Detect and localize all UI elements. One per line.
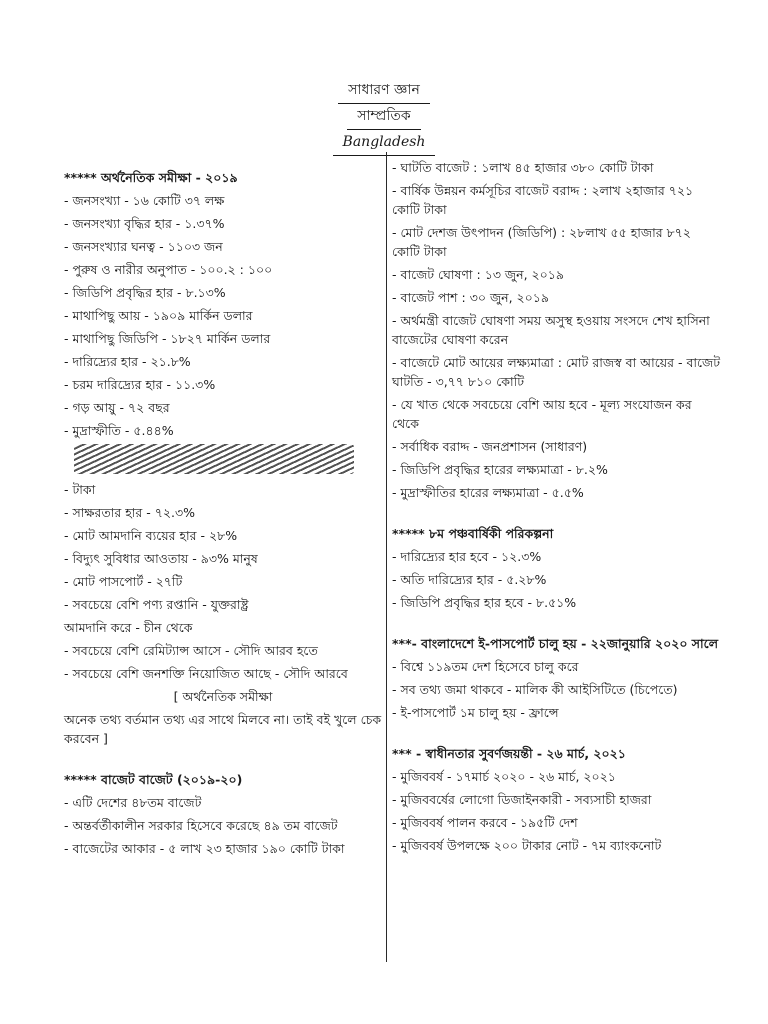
note-line: অনেক তথ্য বর্তমান তথ্য এর সাথে মিলবে না। তাই বই খুলে চেক করবেন ] — [64, 712, 382, 746]
column-divider — [386, 152, 387, 962]
note-line: - জনসংখ্যা বৃদ্ধির হার - ১.৩৭% — [64, 216, 225, 231]
note-line: - জনসংখ্যার ঘনত্ব - ১১০৩ জন — [64, 239, 223, 254]
crossed-out-text — [74, 444, 354, 474]
spacer — [392, 506, 722, 514]
note-line: - যে খাত থেকে সবচেয়ে বেশি আয় হবে - মূল্য সংযোজন কর থেকে — [392, 397, 692, 431]
note-line: - সর্বাধিক বরাদ্দ - জনপ্রশাসন (সাধারণ) — [392, 439, 588, 454]
note-line: - দারিদ্র্যের হার - ২১.৮% — [64, 354, 191, 369]
header-country: Bangladesh — [333, 130, 436, 156]
note-line: - বিদ্যুৎ সুবিধার আওতায় - ৯৩% মানুষ — [64, 551, 258, 566]
note-line: - ঘাটতি বাজেট : ১লাখ ৪৫ হাজার ৩৮০ কোটি টাকা — [392, 160, 654, 175]
section-heading: ***** অর্থনৈতিক সমীক্ষা - ২০১৯ — [64, 170, 238, 185]
section-heading: ***** ৮ম পঞ্চবার্ষিকী পরিকল্পনা — [392, 526, 554, 541]
note-line: আমদানি করে - চীন থেকে — [64, 620, 193, 635]
note-line: - সবচেয়ে বেশি পণ্য রপ্তানি - যুক্তরাষ্ট্র — [64, 597, 249, 612]
note-line: - পুরুষ ও নারীর অনুপাত - ১০০.২ : ১০০ — [64, 262, 273, 277]
note-line: - টাকা — [64, 482, 96, 497]
note-line: - গড় আয়ু - ৭২ বছর — [64, 400, 170, 415]
note-line: - বিশ্বে ১১৯তম দেশ হিসেবে চালু করে — [392, 659, 579, 674]
note-line: - দারিদ্র্যের হার হবে - ১২.৩% — [392, 549, 542, 564]
note-line: - মুজিববর্ষ - ১৭মার্চ ২০২০ - ২৬ মার্চ, ২০২১ — [392, 769, 616, 784]
note-line: - জিডিপি প্রবৃদ্ধির হারের লক্ষ্যমাত্রা - ৮.২% — [392, 462, 608, 477]
note-line: - সব তথ্য জমা থাকবে - মালিক কী আইসিটিতে (চিপেতে) — [392, 682, 678, 697]
note-line: - অতি দারিদ্র্যের হার - ৫.২৮% — [392, 572, 547, 587]
left-column — [64, 158, 382, 862]
spacer — [392, 616, 722, 624]
note-line: - মোট দেশজ উৎপাদন (জিডিপি) : ২৮লাখ ৫৫ হাজার ৮৭২ কোটি টাকা — [392, 225, 691, 259]
note-line: - বাজেটে মোট আয়ের লক্ষ্যমাত্রা : মোট রাজস্ব বা আয়ের - বাজেট ঘাটতি - ৩,৭৭ ৮১০ কোটি — [392, 355, 721, 389]
note-line: - বার্ষিক উন্নয়ন কর্মসূচির বাজেট বরাদ্দ : ২লাখ ২হাজার ৭২১ কোটি টাকা — [392, 183, 694, 217]
note-line: - মাথাপিছু আয় - ১৯০৯ মার্কিন ডলার — [64, 308, 253, 323]
note-line: - মুজিববর্ষের লোগো ডিজাইনকারী - সব্যসাচী হাজরা — [392, 792, 652, 807]
spacer — [392, 726, 722, 734]
note-line: - জনসংখ্যা - ১৬ কোটি ৩৭ লক্ষ — [64, 193, 225, 208]
note-line: - মুদ্রাস্ফীতি - ৫.৪৪% — [64, 423, 174, 438]
section-heading: ***** বাজেট বাজেট (২০১৯-২০) — [64, 772, 243, 787]
spacer — [64, 752, 382, 760]
note-line: - ই-পাসপোর্ট ১ম চালু হয় - ফ্রান্সে — [392, 705, 559, 720]
header-subtitle: সাম্প্রতিক — [347, 104, 420, 130]
page-header — [0, 78, 768, 156]
note-line: - সবচেয়ে বেশি রেমিট্যান্স আসে - সৌদি আরব হতে — [64, 643, 318, 658]
note-line: - মুজিববর্ষ উপলক্ষে ২০০ টাকার নোট - ৭ম ব্যাংকনোট — [392, 838, 662, 853]
note-line: - এটি দেশের ৪৮তম বাজেট — [64, 795, 202, 810]
note-line: - সবচেয়ে বেশি জনশক্তি নিয়োজিত আছে - সৌদি আরবে — [64, 666, 348, 681]
note-line: - অন্তর্বর্তীকালীন সরকার হিসেবে করেছে ৪৯ তম বাজেট — [64, 818, 338, 833]
right-column — [392, 158, 722, 859]
note-line: - জিডিপি প্রবৃদ্ধির হার - ৮.১৩% — [64, 285, 226, 300]
note-line: - মাথাপিছু জিডিপি - ১৮২৭ মার্কিন ডলার — [64, 331, 271, 346]
note-line: - বাজেট পাশ : ৩০ জুন, ২০১৯ — [392, 290, 550, 305]
note-line: - বাজেটের আকার - ৫ লাখ ২৩ হাজার ১৯০ কোটি টাকা — [64, 841, 345, 856]
note-line: - জিডিপি প্রবৃদ্ধির হার হবে - ৮.৫১% — [392, 595, 577, 610]
note-line: - মোট পাসপোর্ট - ২৭টি — [64, 574, 183, 589]
note-line: - বাজেট ঘোষণা : ১৩ জুন, ২০১৯ — [392, 267, 564, 282]
note-line: - মোট আমদানি ব্যয়ের হার - ২৮% — [64, 528, 238, 543]
header-title: সাধারণ জ্ঞান — [338, 78, 430, 104]
note-line: [ অর্থনৈতিক সমীক্ষা — [173, 689, 273, 704]
section-heading: *** - স্বাধীনতার সুবর্ণজয়ন্তী - ২৬ মার্চ, ২০২১ — [392, 746, 626, 761]
note-line: - সাক্ষরতার হার - ৭২.৩% — [64, 505, 195, 520]
note-line: - মুদ্রাস্ফীতির হারের লক্ষ্যমাত্রা - ৫.৫% — [392, 485, 584, 500]
section-heading: ***- বাংলাদেশে ই-পাসপোর্ট চালু হয় - ২২জানুয়ারি ২০২০ সালে — [392, 636, 719, 651]
note-line: - চরম দারিদ্র্যের হার - ১১.৩% — [64, 377, 216, 392]
note-line: - মুজিববর্ষ পালন করবে - ১৯৫টি দেশ — [392, 815, 578, 830]
note-line: - অর্থমন্ত্রী বাজেট ঘোষণা সময় অসুস্থ হওয়ায় সংসদে শেখ হাসিনা বাজেটের ঘোষণা করেন — [392, 313, 710, 347]
